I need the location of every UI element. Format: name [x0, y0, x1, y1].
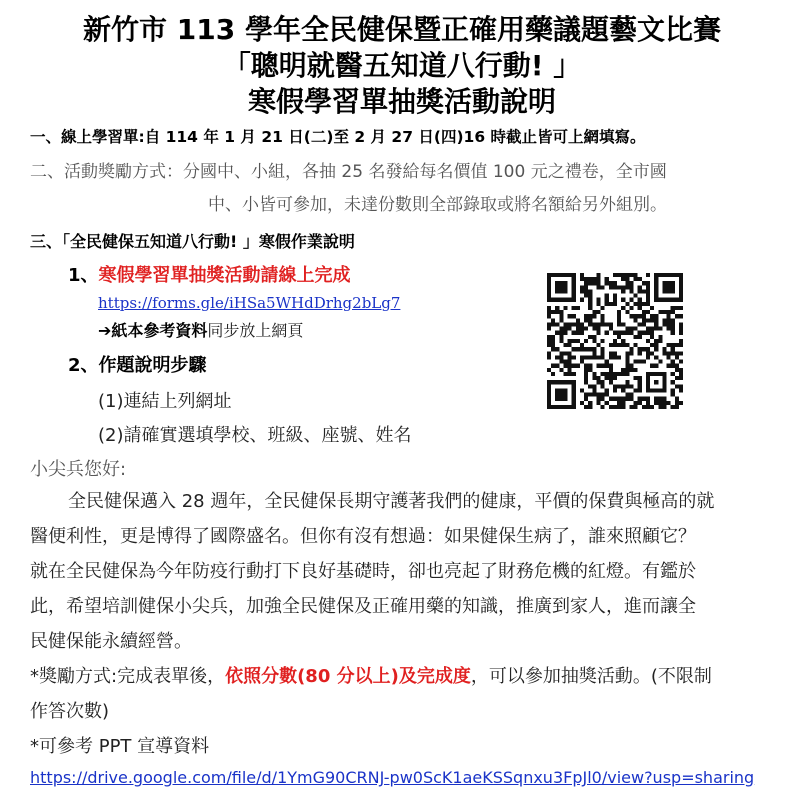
letter-para-line-5: 民健保能永續經營。 — [30, 631, 192, 652]
section-3-heading: 三、「全民健保五知道八行動! 」寒假作業說明 — [30, 232, 355, 251]
qr-code-icon — [547, 273, 683, 409]
step-2: (2)請確實選填學校、班級、座號、姓名 — [98, 425, 412, 446]
item-1 — [68, 263, 351, 289]
paper-reference-note — [98, 320, 303, 342]
letter-para-line-2: 醫便利性，更是博得了國際盛名。但你有沒有想過：如果健保生病了，誰來照顧它？ — [30, 526, 696, 547]
reward-post: ，可以參加抽獎活動。(不限制 — [470, 666, 712, 687]
reward-highlight: 依照分數(80 分以上)及完成度 — [225, 666, 471, 687]
item-1-text: 寒假學習單抽獎活動請線上完成 — [98, 265, 351, 286]
letter-para-line-3: 就在全民健保為今年防疫行動打下良好基礎時，卻也亮起了財務危機的紅燈。有鑑於 — [30, 561, 696, 582]
reward-line — [30, 662, 712, 691]
section-2-line-2: 中、小皆可參加，未達份數則全部錄取或將名額給另外組別。 — [208, 195, 667, 215]
letter-para-line-1: 全民健保邁入 28 週年，全民健保長期守護著我們的健康，平價的保費與極高的就 — [68, 491, 715, 512]
title-line-2: 「聰明就醫五知道八行動! 」 — [222, 49, 582, 82]
letter-greeting: 小尖兵您好: — [30, 459, 127, 480]
section-2-line-1: 二、活動獎勵方式：分國中、小組，各抽 25 名發給每名價值 100 元之禮卷，全市國 — [30, 162, 667, 182]
paper-reference-rest: 同步放上網頁 — [207, 321, 304, 340]
letter-para-line-4: 此，希望培訓健保小尖兵，加強全民健保及正確用藥的知識，推廣到家人，進而讓全 — [30, 596, 696, 617]
title-line-3: 寒假學習單抽獎活動說明 — [247, 85, 556, 118]
step-1: (1)連結上列網址 — [98, 391, 232, 412]
ppt-label: *可參考 PPT 宣導資料 — [30, 736, 210, 757]
item-2-label: 2、作題說明步驟 — [68, 355, 207, 376]
title-line-1: 新竹市 113 學年全民健保暨正確用藥議題藝文比賽 — [83, 13, 721, 46]
form-link[interactable]: https://forms.gle/iHSa5WHdDrhg2bLg7 — [98, 294, 401, 312]
section-1-text: 一、線上學習單:自 114 年 1 月 21 日(二)至 2 月 27 日(四)16 時截止皆可上網填寫。 — [30, 128, 646, 146]
ppt-link[interactable]: https://drive.google.com/file/d/1YmG90CRNJ-pw0ScK1aeKSSqnxu3FpJl0/view?usp=sharing — [30, 768, 755, 787]
reward-line-2: 作答次數) — [30, 701, 110, 722]
reward-pre: *獎勵方式:完成表單後， — [30, 666, 226, 687]
paper-reference-bold: ➔紙本參考資料 — [98, 321, 208, 340]
item-1-number: 1、 — [68, 265, 99, 286]
